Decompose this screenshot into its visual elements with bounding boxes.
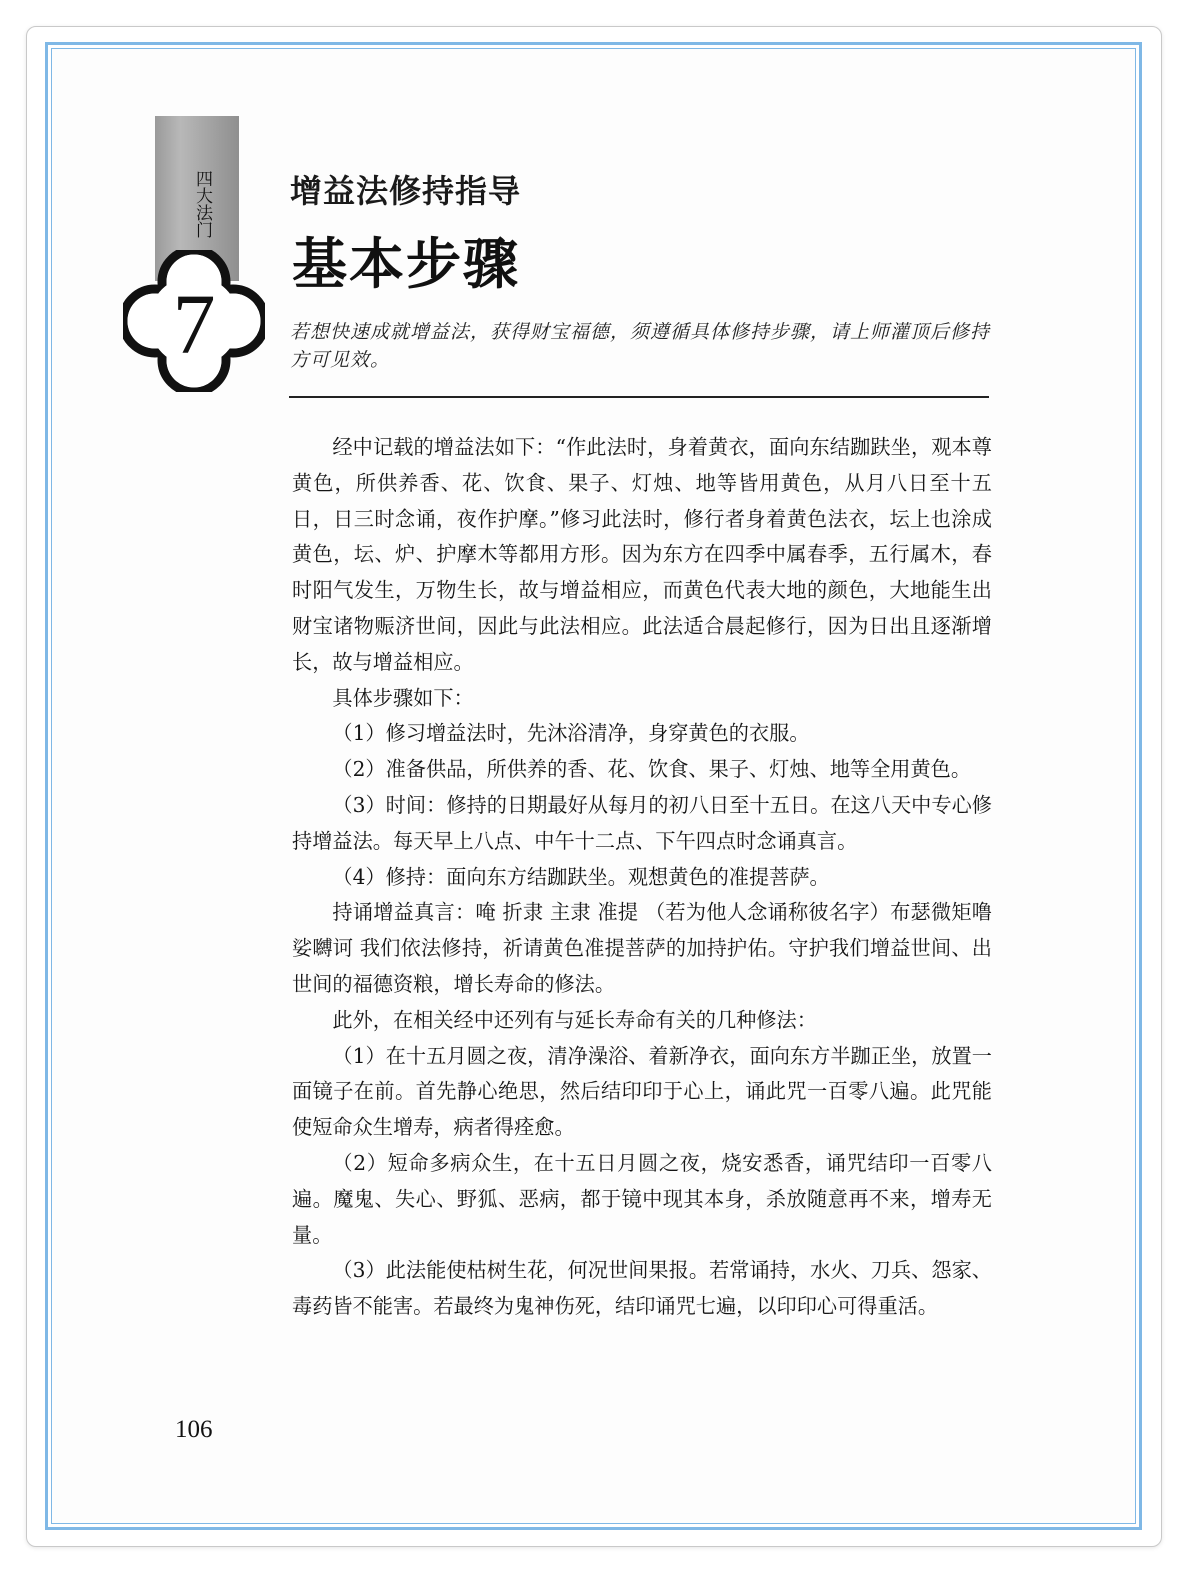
body-text — [292, 430, 992, 1325]
section-subtitle: 增益法修持指导 — [290, 172, 522, 210]
page-title: 基本步骤 — [292, 232, 521, 296]
intro-paragraph: 若想快速成就增益法，获得财宝福德，须遵循具体修持步骤，请上师灌顶后修持方可见效。 — [290, 321, 991, 371]
divider-line — [289, 396, 989, 398]
page-number: 106 — [175, 1416, 213, 1443]
body-paragraph: 此外，在相关经中还列有与延长寿命有关的几种修法： — [332, 1007, 817, 1032]
step-item: （1）修习增益法时，先沐浴清净，身穿黄色的衣服。 — [332, 721, 810, 746]
body-paragraph: 具体步骤如下： — [332, 685, 474, 710]
method-item: （1）在十五月圆之夜，清净澡浴、着新净衣，面向东方半跏正坐，放置一面镜子在前。首先静心绝思，然后结印印于心上，诵此咒一百零八遍。此咒能使短命众生增寿，病者得痊愈。 — [292, 1043, 992, 1140]
chapter-number: 7 — [172, 276, 216, 372]
method-item: （3）此法能使枯树生花，何况世间果报。若常诵持，水火、刀兵、怨家、毒药皆不能害。若最终为鬼神伤死，结印诵咒七遍，以印印心可得重活。 — [292, 1258, 992, 1319]
step-item: （3）时间：修持的日期最好从每月的初八日至十五日。在这八天中专心修持增益法。每天早上八点、中午十二点、下午四点时念诵真言。 — [292, 792, 992, 853]
chapter-tab-label: 四大法门 — [192, 170, 212, 238]
body-paragraph: 经中记载的增益法如下：“作此法时，身着黄衣，面向东结跏趺坐，观本尊黄色，所供养香、花、饮食、果子、灯烛、地等皆用黄色，从月八日至十五日，日三时念诵，夜作护摩。”修习此法时，修行者身着黄色法衣，坛上也涂成黄色，坛、炉、护摩木等都用方形。因为东方在四季中属春季，五行属木，春时阳气发生，万物生长，故与增益相应，而黄色代表大地的颜色，大地能生出财宝诸物赈济世间，因此与此法相应。此法适合晨起修行，因为日出且逐渐增长，故与增益相应。 — [292, 435, 992, 674]
mantra-paragraph: 持诵增益真言：唵 折隶 主隶 准提 （若为他人念诵称彼名字）布瑟微矩噜 娑嚩诃 我们依法修持，祈请黄色准提菩萨的加持护佑。守护我们增益世间、出世间的福德资粮，增长寿命的修法。 — [292, 900, 992, 996]
step-item: （4）修持：面向东方结跏趺坐。观想黄色的准提菩萨。 — [332, 864, 830, 889]
method-item: （2）短命多病众生，在十五日月圆之夜，烧安悉香，诵咒结印一百零八遍。魔鬼、失心、野狐、恶病，都于镜中现其本身，杀放随意再不来，增寿无量。 — [292, 1150, 992, 1247]
step-item: （2）准备供品，所供养的香、花、饮食、果子、灯烛、地等全用黄色。 — [332, 757, 972, 782]
